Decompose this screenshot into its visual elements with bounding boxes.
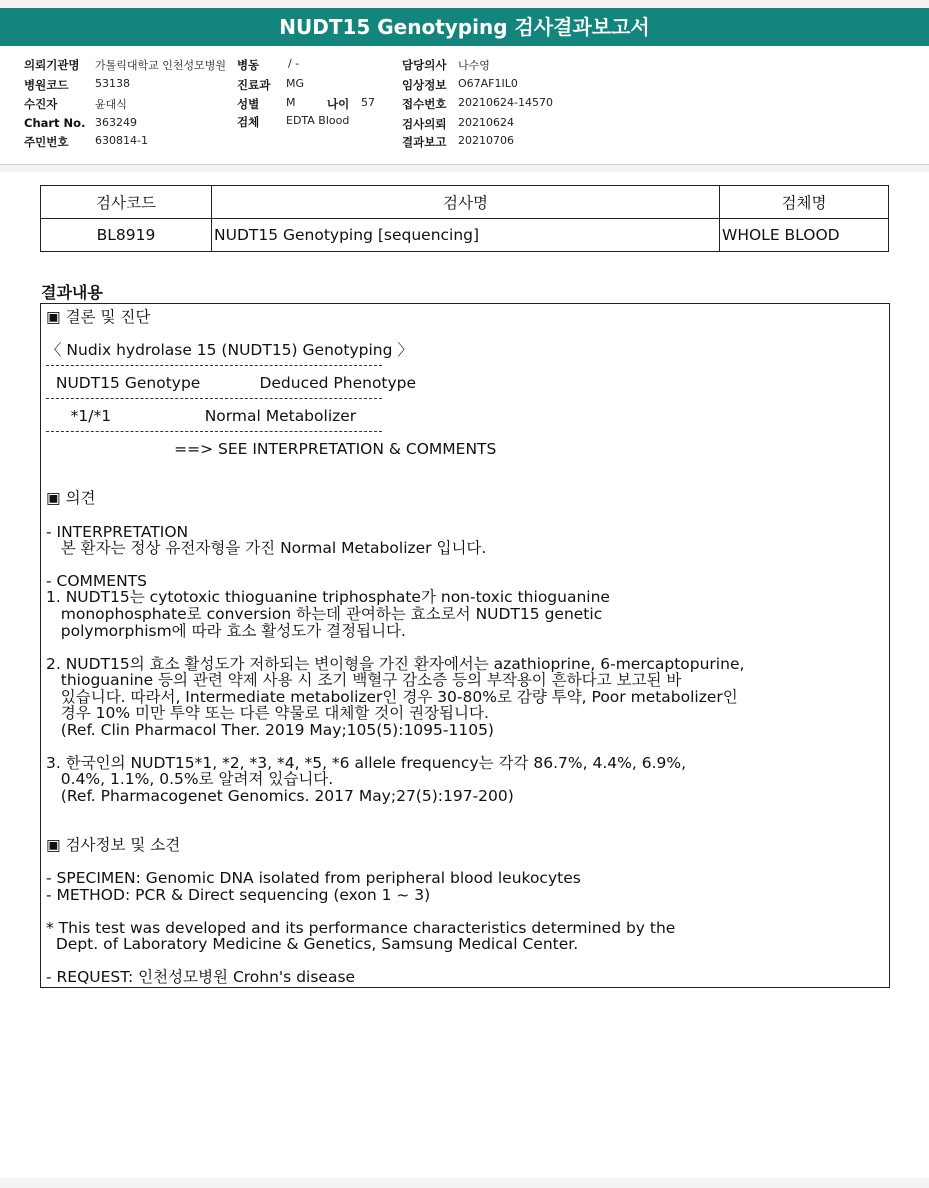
info-value-department: MG [286,77,305,90]
cell-specimen-name: WHOLE BLOOD [720,219,889,252]
comment-3-line-2: 0.4%, 1.1%, 0.5%로 알려져 있습니다. [46,770,334,788]
info-value-age: 57 [361,96,375,109]
heading-test-info: ▣ 검사정보 및 소견 [46,836,181,854]
info-value-clinical-info: O67AF1IL0 [458,77,518,90]
info-value-ward: / - [288,57,300,70]
comment-1-line-2: monophosphate로 conversion 하는데 관여하는 효소로서 NUDT15 genetic [46,605,603,623]
info-label-report-date: 결과보고 [402,135,447,149]
comment-2-line-2: thioguanine 등의 관련 약제 사용 시 조기 백혈구 감소증 등의 부작용이 흔하다고 보고된 바 [46,671,682,689]
disclaimer-line-2: Dept. of Laboratory Medicine & Genetics, Samsung Medical Center. [46,935,579,953]
info-label-age: 나이 [327,97,350,111]
comment-2-line-1: 2. NUDT15의 효소 활성도가 저하되는 변이형을 가진 환자에서는 azathioprine, 6-mercaptopurine, [46,655,745,673]
info-label-hospital-code: 병원코드 [24,78,69,92]
info-label-resident-no: 주민번호 [24,135,69,149]
info-value-sex: M [286,96,296,109]
info-label-specimen: 검체 [237,115,260,129]
genotype-table-header: NUDT15 Genotype Deduced Phenotype [46,374,417,392]
cell-test-name: NUDT15 Genotyping [sequencing] [212,219,720,252]
info-label-sex: 성별 [237,97,260,111]
info-label-clinical-info: 임상정보 [402,78,447,92]
info-value-specimen: EDTA Blood [286,114,350,127]
interpretation-text: 본 환자는 정상 유전자형을 가진 Normal Metabolizer 입니다. [46,539,487,557]
patient-info-panel [0,46,929,165]
info-value-accession-no: 20210624-14570 [458,96,553,109]
report-sheet [0,172,929,1178]
dashed-divider [46,431,382,432]
info-value-patient: 윤대식 [95,98,127,111]
info-label-institution: 의뢰기관명 [24,58,80,72]
info-value-request-date: 20210624 [458,116,514,129]
report-title: NUDT15 Genotyping 검사결과보고서 [0,8,929,46]
result-content-box [40,303,890,988]
table-header-row [41,186,889,219]
dashed-divider [46,365,382,366]
info-label-request-date: 검사의뢰 [402,117,447,131]
header-specimen-name: 검체명 [720,186,889,219]
genotype-result: *1/*1 Normal Metabolizer [46,407,357,425]
disclaimer-line-1: * This test was developed and its performance characteristics determined by the [46,919,676,937]
info-label-ward: 병동 [237,58,260,72]
info-label-accession-no: 접수번호 [402,97,447,111]
table-row [41,219,889,252]
header-test-code: 검사코드 [41,186,212,219]
info-value-resident-no: 630814-1 [95,134,148,147]
comment-2-line-3: 있습니다. 따라서, Intermediate metabolizer인 경우 30-80%로 감량 투약, Poor metabolizer인 [46,688,738,706]
method-line: - METHOD: PCR & Direct sequencing (exon 1 ~ 3) [46,886,431,904]
info-label-patient: 수진자 [24,97,58,111]
comment-1-line-3: polymorphism에 따라 효소 활성도가 결정됩니다. [46,622,406,640]
info-label-physician: 담당의사 [402,58,447,72]
comments-label: - COMMENTS [46,572,147,590]
interpretation-label: - INTERPRETATION [46,523,189,541]
info-value-institution: 가톨릭대학교 인천성모병원 [95,59,227,72]
genotyping-title: 〈 Nudix hydrolase 15 (NUDT15) Genotyping 〉 [46,341,413,359]
comment-2-reference: (Ref. Clin Pharmacol Ther. 2019 May;105(5):1095-1105) [46,721,494,739]
specimen-line: - SPECIMEN: Genomic DNA isolated from peripheral blood leukocytes [46,869,581,887]
info-value-hospital-code: 53138 [95,77,130,90]
info-label-department: 진료과 [237,78,271,92]
comment-1-line-1: 1. NUDT15는 cytotoxic thioguanine triphosphate가 non-toxic thioguanine [46,588,610,606]
see-interpretation: ==> SEE INTERPRETATION & COMMENTS [46,440,497,458]
info-value-physician: 나수영 [458,59,490,72]
test-info-table [40,185,889,252]
request-line: - REQUEST: 인천성모병원 Crohn's disease [46,968,356,986]
info-value-report-date: 20210706 [458,134,514,147]
heading-opinion: ▣ 의견 [46,489,96,507]
comment-3-line-1: 3. 한국인의 NUDT15*1, *2, *3, *4, *5, *6 allele frequency는 각각 86.7%, 4.4%, 6.9%, [46,754,687,772]
info-value-chart-no: 363249 [95,116,137,129]
result-section-title: 결과내용 [41,283,103,302]
heading-conclusion: ▣ 결론 및 진단 [46,308,151,326]
info-label-chart-no: Chart No. [24,116,86,130]
dashed-divider [46,398,382,399]
comment-3-reference: (Ref. Pharmacogenet Genomics. 2017 May;27(5):197-200) [46,787,514,805]
comment-2-line-4: 경우 10% 미만 투약 또는 다른 약물로 대체할 것이 권장됩니다. [46,704,489,722]
header-test-name: 검사명 [212,186,720,219]
cell-test-code: BL8919 [41,219,212,252]
